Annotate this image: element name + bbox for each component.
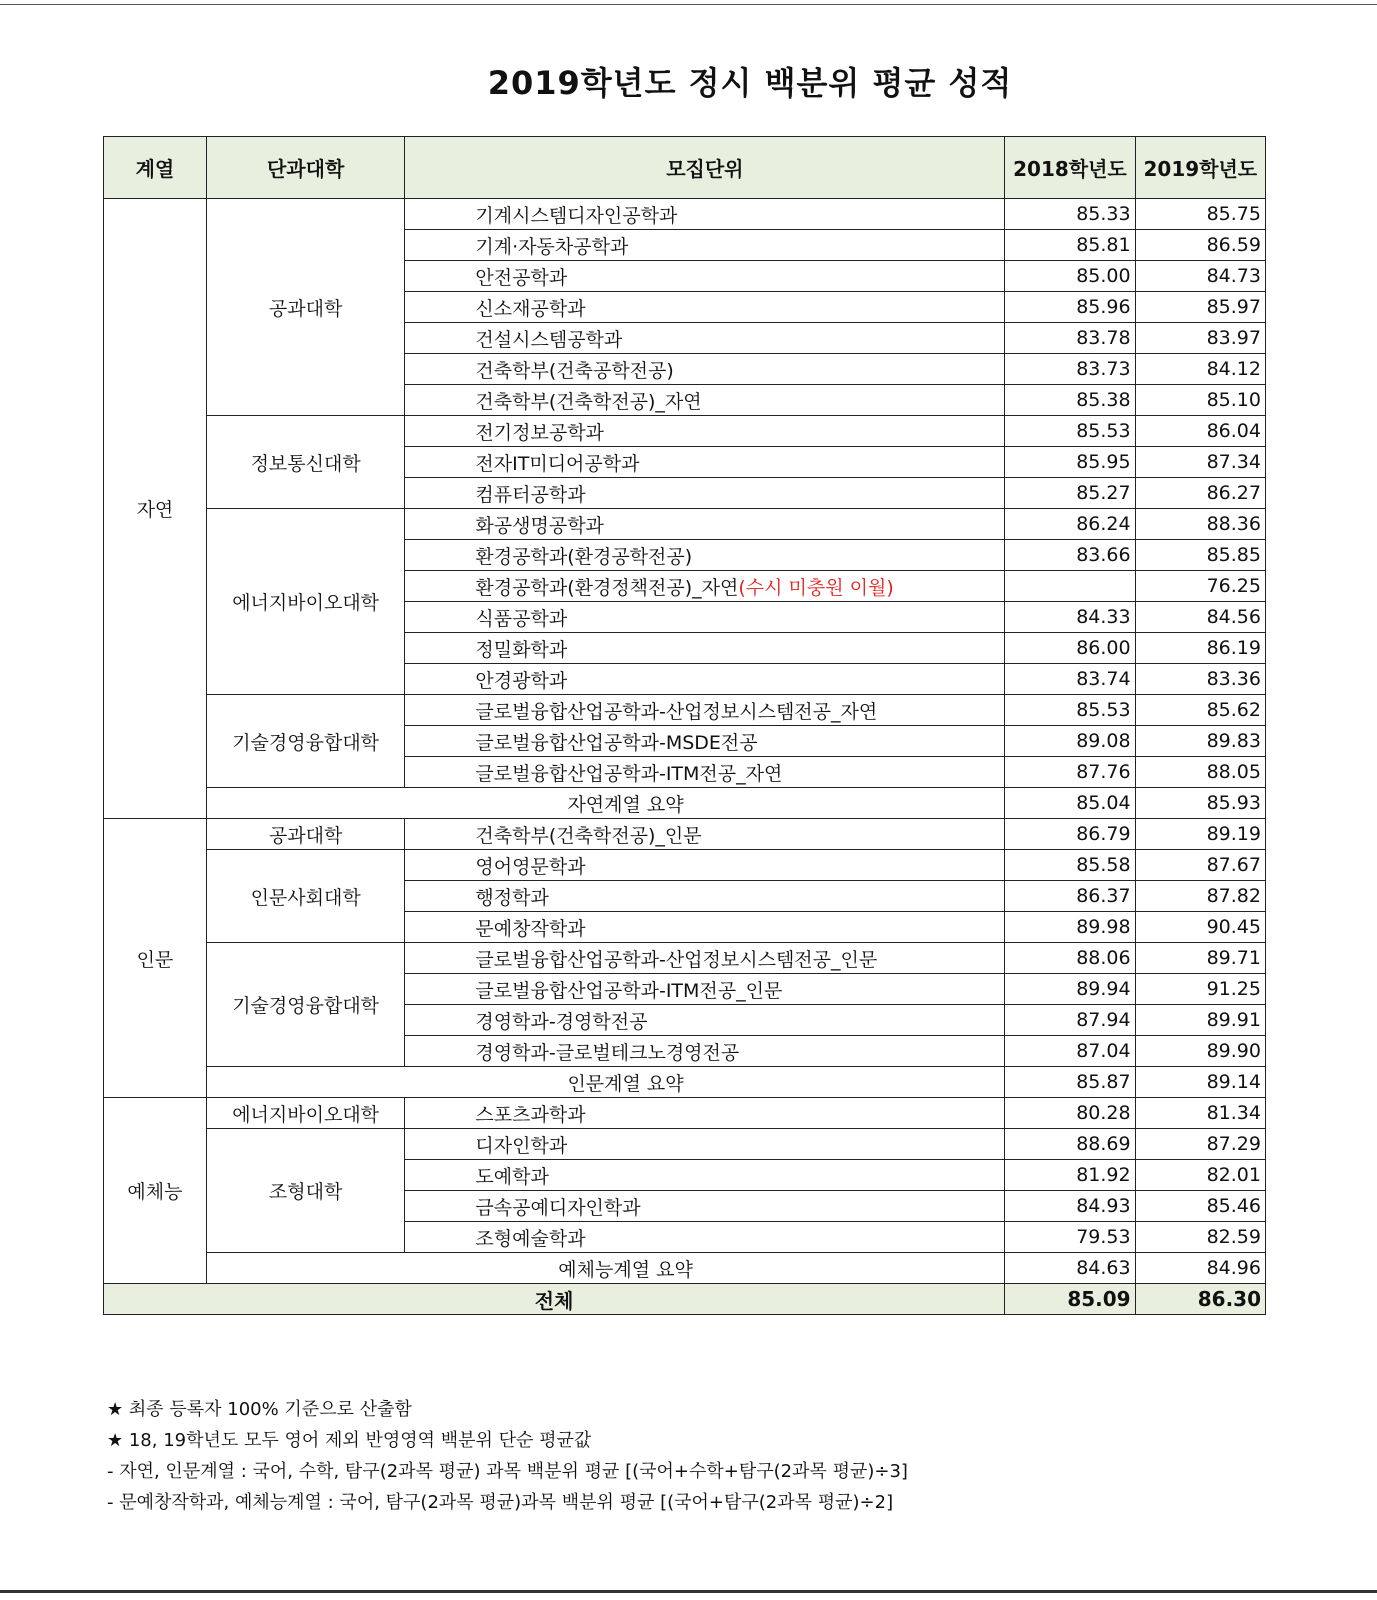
summary-2018: 84.63 xyxy=(1005,1253,1135,1284)
score-2019: 86.27 xyxy=(1135,478,1265,509)
unit-name: 글로벌융합산업공학과-ITM전공_인문 xyxy=(475,979,783,1002)
footnotes xyxy=(107,1394,908,1518)
bottom-border xyxy=(0,1590,1377,1593)
score-2018: 89.08 xyxy=(1005,726,1135,757)
summary-2018: 85.87 xyxy=(1005,1067,1135,1098)
score-2018: 85.00 xyxy=(1005,261,1135,292)
unit-cell xyxy=(405,819,1005,850)
score-2019: 85.85 xyxy=(1135,540,1265,571)
summary-label: 자연계열 요약 xyxy=(206,788,1004,819)
summary-2019: 85.93 xyxy=(1135,788,1265,819)
score-2019: 85.10 xyxy=(1135,385,1265,416)
note-line: - 자연, 인문계열 : 국어, 수학, 탐구(2과목 평균) 과목 백분위 평균 [(국어+수학+탐구(2과목 평균)÷3] xyxy=(107,1461,908,1482)
unit-cell xyxy=(405,261,1005,292)
unit-name: 신소재공학과 xyxy=(475,297,586,320)
score-2019: 83.97 xyxy=(1135,323,1265,354)
college-cell: 정보통신대학 xyxy=(206,416,405,509)
unit-cell xyxy=(405,1098,1005,1129)
unit-cell xyxy=(405,385,1005,416)
unit-name: 식품공학과 xyxy=(475,607,568,630)
unit-name: 경영학과-글로벌테크노경영전공 xyxy=(475,1041,740,1064)
score-2018: 87.76 xyxy=(1005,757,1135,788)
table-row xyxy=(104,416,1266,447)
score-2018: 88.06 xyxy=(1005,943,1135,974)
table-row xyxy=(104,1129,1266,1160)
unit-cell xyxy=(405,1129,1005,1160)
score-2019: 76.25 xyxy=(1135,571,1265,602)
unit-name: 안경광학과 xyxy=(475,669,568,692)
group-cell: 예체능 xyxy=(104,1098,207,1284)
table-row xyxy=(104,509,1266,540)
table-row xyxy=(104,850,1266,881)
unit-cell xyxy=(405,478,1005,509)
college-cell: 에너지바이오대학 xyxy=(206,509,405,695)
unit-cell xyxy=(405,1036,1005,1067)
score-2018: 85.27 xyxy=(1005,478,1135,509)
unit-cell xyxy=(405,943,1005,974)
unit-name: 행정학과 xyxy=(475,886,549,909)
unit-name: 컴퓨터공학과 xyxy=(475,483,586,506)
college-cell: 공과대학 xyxy=(206,199,405,416)
header-college: 단과대학 xyxy=(206,137,405,199)
unit-name: 도예학과 xyxy=(475,1165,549,1188)
unit-cell xyxy=(405,633,1005,664)
score-2018: 86.79 xyxy=(1005,819,1135,850)
unit-cell xyxy=(405,881,1005,912)
total-row xyxy=(104,1284,1266,1315)
college-cell: 인문사회대학 xyxy=(206,850,405,943)
score-2018: 83.74 xyxy=(1005,664,1135,695)
summary-row xyxy=(104,788,1266,819)
score-2019: 84.12 xyxy=(1135,354,1265,385)
score-2018: 79.53 xyxy=(1005,1222,1135,1253)
score-2019: 90.45 xyxy=(1135,912,1265,943)
total-2019: 86.30 xyxy=(1135,1284,1265,1315)
score-table xyxy=(103,136,1266,1315)
score-2019: 87.29 xyxy=(1135,1129,1265,1160)
score-2018: 89.94 xyxy=(1005,974,1135,1005)
unit-name: 안전공학과 xyxy=(475,266,568,289)
header-2018: 2018학년도 xyxy=(1005,137,1135,199)
header-unit: 모집단위 xyxy=(405,137,1005,199)
unit-name: 스포츠과학과 xyxy=(475,1103,586,1126)
note-line: - 문예창작학과, 예체능계열 : 국어, 탐구(2과목 평균)과목 백분위 평균 [(국어+탐구(2과목 평균)÷2] xyxy=(107,1492,894,1513)
header-2019: 2019학년도 xyxy=(1135,137,1265,199)
college-cell: 에너지바이오대학 xyxy=(206,1098,405,1129)
table-body xyxy=(104,199,1266,1284)
score-2018: 81.92 xyxy=(1005,1160,1135,1191)
score-2019: 82.59 xyxy=(1135,1222,1265,1253)
unit-name: 디자인학과 xyxy=(475,1134,568,1157)
unit-cell xyxy=(405,230,1005,261)
unit-name: 기계·자동차공학과 xyxy=(475,235,629,258)
unit-cell xyxy=(405,1160,1005,1191)
unit-name: 전자IT미디어공학과 xyxy=(475,452,640,475)
score-2018: 85.95 xyxy=(1005,447,1135,478)
college-cell: 기술경영융합대학 xyxy=(206,695,405,788)
score-2018: 83.73 xyxy=(1005,354,1135,385)
unit-name: 정밀화학과 xyxy=(475,638,568,661)
score-2018: 89.98 xyxy=(1005,912,1135,943)
score-2019: 88.36 xyxy=(1135,509,1265,540)
score-2019: 87.82 xyxy=(1135,881,1265,912)
score-2019: 91.25 xyxy=(1135,974,1265,1005)
unit-name: 환경공학과(환경공학전공) xyxy=(475,545,693,568)
score-2018: 83.66 xyxy=(1005,540,1135,571)
total-label: 전체 xyxy=(104,1284,1005,1315)
unit-cell xyxy=(405,509,1005,540)
score-2019: 84.56 xyxy=(1135,602,1265,633)
unit-cell xyxy=(405,974,1005,1005)
unit-cell xyxy=(405,850,1005,881)
unit-cell xyxy=(405,1005,1005,1036)
unit-cell xyxy=(405,602,1005,633)
score-2019: 89.71 xyxy=(1135,943,1265,974)
table-row xyxy=(104,695,1266,726)
score-2018: 84.33 xyxy=(1005,602,1135,633)
group-cell: 인문 xyxy=(104,819,207,1098)
score-2019: 81.34 xyxy=(1135,1098,1265,1129)
unit-name: 건축학부(건축학전공)_인문 xyxy=(475,824,702,847)
unit-name: 금속공예디자인학과 xyxy=(475,1196,641,1219)
score-2019: 89.19 xyxy=(1135,819,1265,850)
unit-cell xyxy=(405,199,1005,230)
unit-name: 글로벌융합산업공학과-산업정보시스템전공_자연 xyxy=(475,700,878,723)
unit-name: 글로벌융합산업공학과-MSDE전공 xyxy=(475,731,758,754)
unit-cell xyxy=(405,912,1005,943)
summary-2019: 89.14 xyxy=(1135,1067,1265,1098)
note-line: ★ 18, 19학년도 모두 영어 제외 반영영역 백분위 단순 평균값 xyxy=(107,1430,592,1451)
unit-name: 화공생명공학과 xyxy=(475,514,604,537)
table-row xyxy=(104,943,1266,974)
score-2019: 83.36 xyxy=(1135,664,1265,695)
table-row xyxy=(104,819,1266,850)
table-row xyxy=(104,1098,1266,1129)
score-2018 xyxy=(1005,571,1135,602)
unit-cell xyxy=(405,1191,1005,1222)
unit-cell xyxy=(405,757,1005,788)
score-2019: 85.75 xyxy=(1135,199,1265,230)
score-2018: 87.04 xyxy=(1005,1036,1135,1067)
page-title: 2019학년도 정시 백분위 평균 성적 xyxy=(487,64,1013,102)
score-2019: 89.91 xyxy=(1135,1005,1265,1036)
unit-name: 전기정보공학과 xyxy=(475,421,604,444)
score-2019: 85.62 xyxy=(1135,695,1265,726)
unit-name: 문예창작학과 xyxy=(475,917,586,940)
score-2018: 85.53 xyxy=(1005,416,1135,447)
college-cell: 조형대학 xyxy=(206,1129,405,1253)
college-cell: 기술경영융합대학 xyxy=(206,943,405,1067)
summary-row xyxy=(104,1253,1266,1284)
unit-cell xyxy=(405,354,1005,385)
score-2018: 88.69 xyxy=(1005,1129,1135,1160)
summary-2018: 85.04 xyxy=(1005,788,1135,819)
note-line: ★ 최종 등록자 100% 기준으로 산출함 xyxy=(107,1399,412,1420)
score-2018: 86.00 xyxy=(1005,633,1135,664)
unit-cell xyxy=(405,540,1005,571)
unit-name: 글로벌융합산업공학과-산업정보시스템전공_인문 xyxy=(475,948,878,971)
score-2019: 87.34 xyxy=(1135,447,1265,478)
unit-name: 영어영문학과 xyxy=(475,855,586,878)
unit-cell xyxy=(405,695,1005,726)
score-2018: 86.24 xyxy=(1005,509,1135,540)
summary-row xyxy=(104,1067,1266,1098)
total-2018: 85.09 xyxy=(1005,1284,1135,1315)
summary-label: 인문계열 요약 xyxy=(206,1067,1004,1098)
unit-note: (수시 미충원 이월) xyxy=(738,576,894,599)
top-border xyxy=(0,4,1377,5)
score-2019: 84.73 xyxy=(1135,261,1265,292)
score-2018: 86.37 xyxy=(1005,881,1135,912)
unit-name: 경영학과-경영학전공 xyxy=(475,1010,648,1033)
header-row xyxy=(104,137,1266,199)
unit-name: 건축학부(건축학전공)_자연 xyxy=(475,390,702,413)
score-2019: 85.46 xyxy=(1135,1191,1265,1222)
score-2018: 83.78 xyxy=(1005,323,1135,354)
score-2019: 87.67 xyxy=(1135,850,1265,881)
score-2018: 87.94 xyxy=(1005,1005,1135,1036)
unit-cell xyxy=(405,664,1005,695)
score-2018: 85.38 xyxy=(1005,385,1135,416)
score-2019: 86.59 xyxy=(1135,230,1265,261)
header-group: 계열 xyxy=(104,137,207,199)
table-row xyxy=(104,199,1266,230)
score-2019: 89.83 xyxy=(1135,726,1265,757)
unit-name: 건설시스템공학과 xyxy=(475,328,623,351)
score-2019: 89.90 xyxy=(1135,1036,1265,1067)
unit-name: 조형예술학과 xyxy=(475,1227,586,1250)
score-2018: 85.81 xyxy=(1005,230,1135,261)
score-2019: 85.97 xyxy=(1135,292,1265,323)
unit-cell xyxy=(405,726,1005,757)
score-2019: 82.01 xyxy=(1135,1160,1265,1191)
college-cell: 공과대학 xyxy=(206,819,405,850)
score-2019: 86.19 xyxy=(1135,633,1265,664)
score-2018: 85.96 xyxy=(1005,292,1135,323)
unit-cell xyxy=(405,416,1005,447)
score-2019: 86.04 xyxy=(1135,416,1265,447)
unit-name: 환경공학과(환경정책전공)_자연 xyxy=(475,576,739,599)
summary-2019: 84.96 xyxy=(1135,1253,1265,1284)
unit-cell xyxy=(405,323,1005,354)
score-2018: 80.28 xyxy=(1005,1098,1135,1129)
score-2018: 85.33 xyxy=(1005,199,1135,230)
score-2018: 85.58 xyxy=(1005,850,1135,881)
summary-label: 예체능계열 요약 xyxy=(206,1253,1004,1284)
unit-name: 기계시스템디자인공학과 xyxy=(475,204,678,227)
score-2018: 85.53 xyxy=(1005,695,1135,726)
unit-cell xyxy=(405,571,1005,602)
unit-cell xyxy=(405,447,1005,478)
unit-name: 글로벌융합산업공학과-ITM전공_자연 xyxy=(475,762,783,785)
unit-cell xyxy=(405,292,1005,323)
score-2019: 88.05 xyxy=(1135,757,1265,788)
score-2018: 84.93 xyxy=(1005,1191,1135,1222)
unit-cell xyxy=(405,1222,1005,1253)
group-cell: 자연 xyxy=(104,199,207,819)
unit-name: 건축학부(건축공학전공) xyxy=(475,359,674,382)
